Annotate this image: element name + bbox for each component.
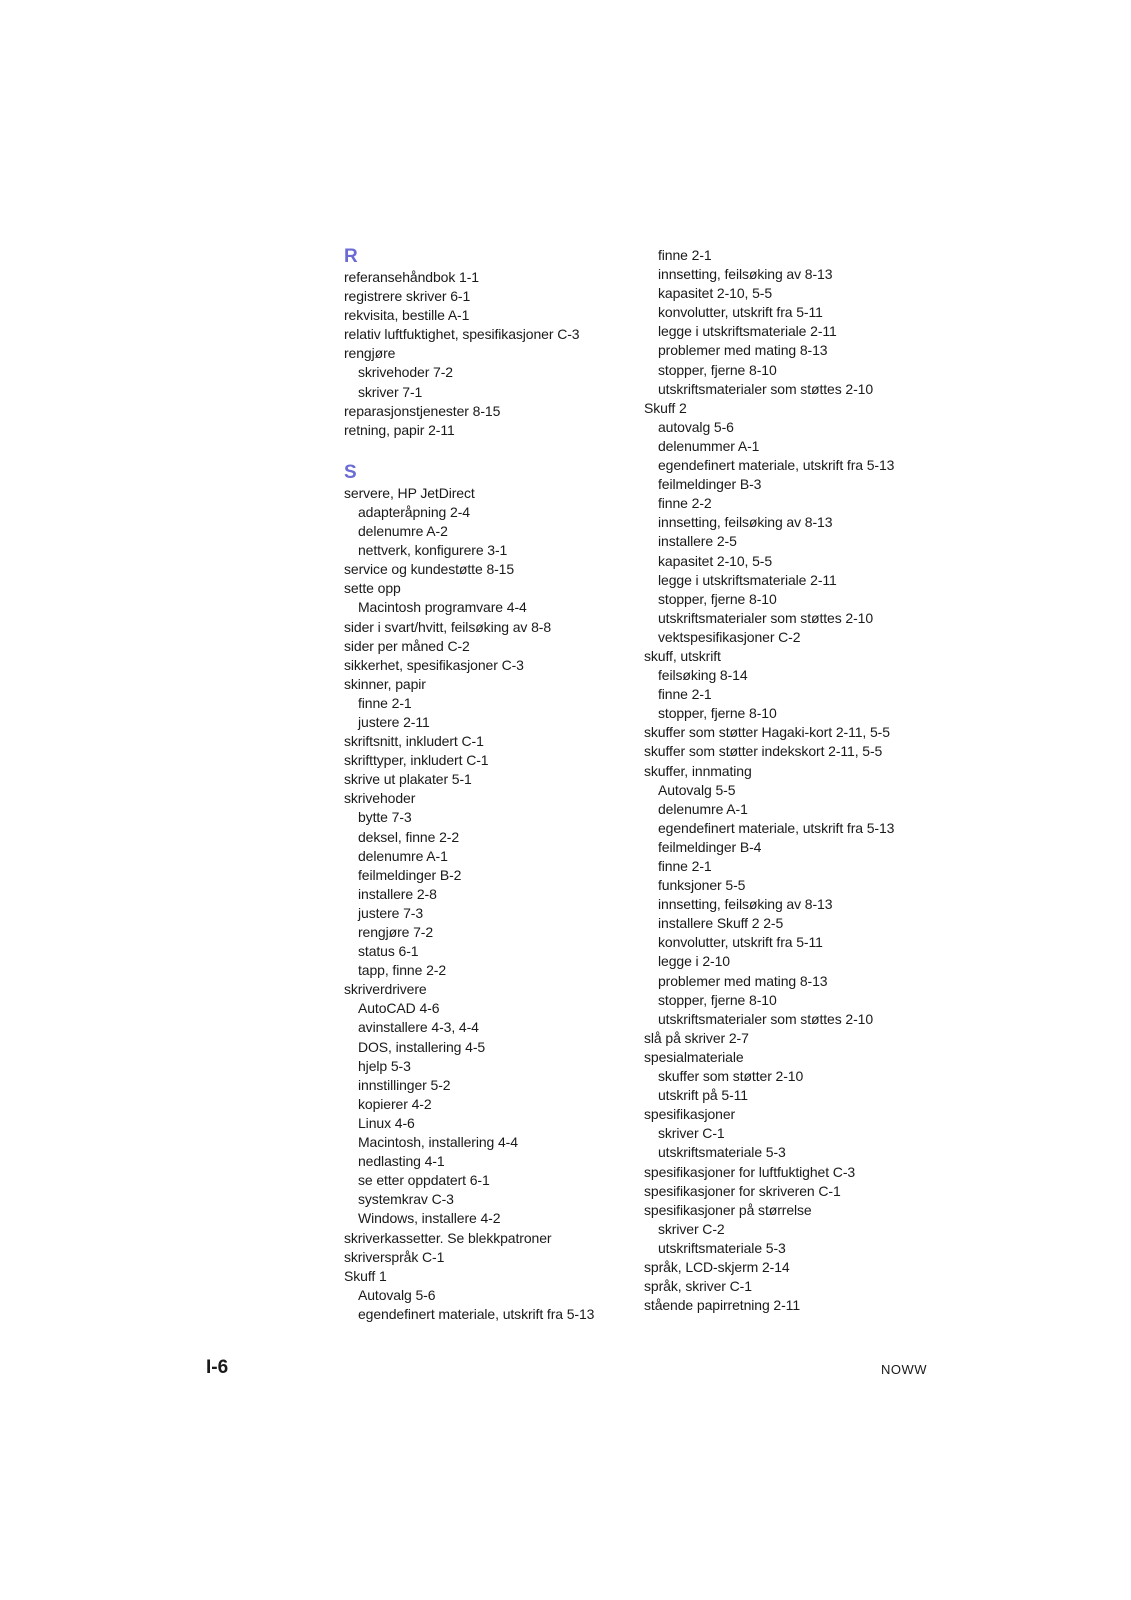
index-entry: referansehåndbok 1-1 — [344, 269, 479, 285]
index-subentry: justere 7-3 — [358, 904, 424, 921]
index-section-letter: S — [344, 461, 357, 483]
index-subentry: legge i utskriftsmateriale 2-11 — [658, 571, 837, 588]
index-subentry: utskriftsmateriale 5-3 — [658, 1239, 786, 1256]
index-subentry: nedlasting 4-1 — [358, 1153, 445, 1170]
index-subentry: problemer med mating 8-13 — [658, 342, 828, 359]
index-entry: spesifikasjoner for luftfuktighet C-3 — [644, 1163, 856, 1180]
page-number: I-6 — [206, 1357, 229, 1378]
index-entry: servere, HP JetDirect — [344, 484, 475, 501]
index-subentry: tapp, finne 2-2 — [358, 962, 447, 979]
index-subentry: DOS, installering 4-5 — [358, 1038, 486, 1055]
index-subentry: utskrift på 5-11 — [658, 1087, 748, 1104]
index-subentry: delenummer A-1 — [658, 437, 760, 454]
index-subentry: innsetting, feilsøking av 8-13 — [658, 514, 833, 531]
index-subentry: delenumre A-1 — [358, 847, 448, 864]
index-subentry: funksjoner 5-5 — [658, 877, 746, 894]
index-entry: skriverspråk C-1 — [344, 1248, 445, 1265]
index-subentry: feilmeldinger B-2 — [358, 866, 462, 883]
index-entry: skrivehoder — [344, 790, 416, 807]
index-subentry: feilmeldinger B-3 — [658, 476, 762, 493]
index-entry: sikkerhet, spesifikasjoner C-3 — [344, 656, 524, 673]
index-entry: stående papirretning 2-11 — [644, 1297, 801, 1314]
index-subentry: Autovalg 5-6 — [358, 1286, 436, 1303]
index-subentry: utskriftsmateriale 5-3 — [658, 1144, 786, 1161]
index-subentry: kopierer 4-2 — [358, 1095, 432, 1112]
document-code: NOWW — [880, 1362, 927, 1377]
index-entry: skuffer, innmating — [644, 762, 752, 779]
index-subentry: stopper, fjerne 8-10 — [658, 705, 777, 722]
index-section-letter: R — [344, 246, 358, 267]
index-subentry: egendefinert materiale, utskrift fra 5-13 — [358, 1305, 595, 1322]
index-entry: skuff, utskrift — [644, 647, 721, 664]
index-subentry: justere 2-11 — [358, 713, 430, 730]
index-entry: skuffer som støtter indekskort 2-11, 5-5 — [644, 743, 883, 760]
index-entry: sette opp — [344, 580, 401, 597]
index-subentry: hjelp 5-3 — [358, 1057, 411, 1074]
index-subentry: egendefinert materiale, utskrift fra 5-13 — [658, 457, 895, 474]
index-subentry: vektspesifikasjoner C-2 — [658, 628, 801, 645]
index-subentry: autovalg 5-6 — [658, 418, 734, 435]
index-entry: Skuff 1 — [344, 1267, 387, 1284]
index-subentry: innstillinger 5-2 — [358, 1076, 451, 1093]
index-subentry: konvolutter, utskrift fra 5-11 — [658, 304, 823, 321]
index-subentry: installere 2-8 — [358, 885, 437, 902]
index-subentry: delenumre A-2 — [358, 523, 448, 540]
index-subentry: utskriftsmaterialer som støttes 2-10 — [658, 380, 874, 397]
index-subentry: Macintosh programvare 4-4 — [358, 599, 527, 616]
index-entry: spesifikasjoner for skriveren C-1 — [644, 1182, 841, 1199]
index-subentry: konvolutter, utskrift fra 5-11 — [658, 934, 823, 951]
index-entry: reparasjonstjenester 8-15 — [344, 402, 501, 419]
index-subentry: Linux 4-6 — [358, 1114, 415, 1131]
index-subentry: kapasitet 2-10, 5-5 — [658, 552, 773, 569]
index-entry: relativ luftfuktighet, spesifikasjoner C-3 — [344, 326, 580, 343]
index-subentry: finne 2-2 — [658, 495, 712, 512]
index-entry: slå på skriver 2-7 — [644, 1029, 749, 1046]
index-subentry: skriver 7-1 — [358, 383, 423, 400]
index-subentry: feilsøking 8-14 — [658, 667, 748, 684]
index-subentry: nettverk, konfigurere 3-1 — [358, 542, 508, 559]
index-subentry: finne 2-1 — [658, 247, 712, 263]
index-subentry: skuffer som støtter 2-10 — [658, 1068, 804, 1085]
index-subentry: feilmeldinger B-4 — [658, 838, 762, 855]
index-subentry: innsetting, feilsøking av 8-13 — [658, 266, 833, 283]
index-subentry: utskriftsmaterialer som støttes 2-10 — [658, 1010, 874, 1027]
index-subentry: finne 2-1 — [658, 858, 712, 874]
index-entry: Skuff 2 — [644, 399, 687, 416]
index-entry: skriftsnitt, inkludert C-1 — [344, 733, 484, 750]
index-entry: skuffer som støtter Hagaki-kort 2-11, 5-5 — [644, 724, 890, 741]
index-subentry: bytte 7-3 — [358, 809, 412, 826]
index-entry: rekvisita, bestille A-1 — [344, 307, 470, 324]
index-column-left — [344, 246, 634, 1324]
index-subentry: stopper, fjerne 8-10 — [658, 361, 777, 378]
index-subentry: skrivehoder 7-2 — [358, 364, 453, 381]
index-entry: sider i svart/hvitt, feilsøking av 8-8 — [344, 618, 552, 635]
index-subentry: skriver C-2 — [658, 1220, 725, 1237]
index-subentry: finne 2-1 — [658, 686, 712, 703]
index-subentry: skriver C-1 — [658, 1125, 725, 1142]
index-subentry: systemkrav C-3 — [358, 1191, 454, 1208]
index-entry: skriverdrivere — [344, 981, 427, 998]
index-entry: service og kundestøtte 8-15 — [344, 561, 515, 578]
index-subentry: utskriftsmaterialer som støttes 2-10 — [658, 609, 874, 626]
index-subentry: installere Skuff 2 2-5 — [658, 915, 784, 932]
index-entry: retning, papir 2-11 — [344, 421, 455, 438]
index-subentry: problemer med mating 8-13 — [658, 972, 828, 989]
index-entry: språk, skriver C-1 — [644, 1278, 752, 1295]
index-subentry: delenumre A-1 — [658, 800, 748, 817]
index-entry: spesialmateriale — [644, 1048, 744, 1065]
index-subentry: egendefinert materiale, utskrift fra 5-13 — [658, 819, 895, 836]
index-subentry: stopper, fjerne 8-10 — [658, 991, 777, 1008]
index-subentry: adapteråpning 2-4 — [358, 503, 470, 520]
index-subentry: se etter oppdatert 6-1 — [358, 1172, 490, 1189]
index-entry: skriverkassetter. Se blekkpatroner — [344, 1229, 552, 1246]
index-subentry: legge i utskriftsmateriale 2-11 — [658, 323, 837, 340]
index-entry: rengjøre — [344, 345, 396, 362]
index-entry: skinner, papir — [344, 675, 426, 692]
index-subentry: stopper, fjerne 8-10 — [658, 590, 777, 607]
index-subentry: deksel, finne 2-2 — [358, 828, 460, 845]
index-subentry: installere 2-5 — [658, 533, 737, 550]
index-subentry: kapasitet 2-10, 5-5 — [658, 285, 773, 302]
index-entry: sider per måned C-2 — [344, 637, 470, 654]
index-entry: spesifikasjoner — [644, 1106, 736, 1123]
index-column-right — [644, 246, 944, 1315]
index-entry: skrive ut plakater 5-1 — [344, 771, 472, 788]
index-entry: registrere skriver 6-1 — [344, 288, 471, 305]
index-subentry: rengjøre 7-2 — [358, 924, 434, 940]
index-subentry: status 6-1 — [358, 943, 419, 960]
index-subentry: finne 2-1 — [358, 694, 412, 711]
section-spacer — [344, 440, 634, 462]
index-subentry: Macintosh, installering 4-4 — [358, 1134, 518, 1151]
index-subentry: avinstallere 4-3, 4-4 — [358, 1019, 479, 1036]
index-subentry: Windows, installere 4-2 — [358, 1210, 501, 1227]
index-entry: spesifikasjoner på størrelse — [644, 1201, 812, 1218]
index-subentry: AutoCAD 4-6 — [358, 1000, 440, 1017]
index-entry: skrifttyper, inkludert C-1 — [344, 752, 489, 769]
index-entry: språk, LCD-skjerm 2-14 — [644, 1258, 790, 1275]
index-subentry: legge i 2-10 — [658, 953, 730, 970]
index-subentry: innsetting, feilsøking av 8-13 — [658, 896, 833, 913]
index-subentry: Autovalg 5-5 — [658, 781, 736, 798]
